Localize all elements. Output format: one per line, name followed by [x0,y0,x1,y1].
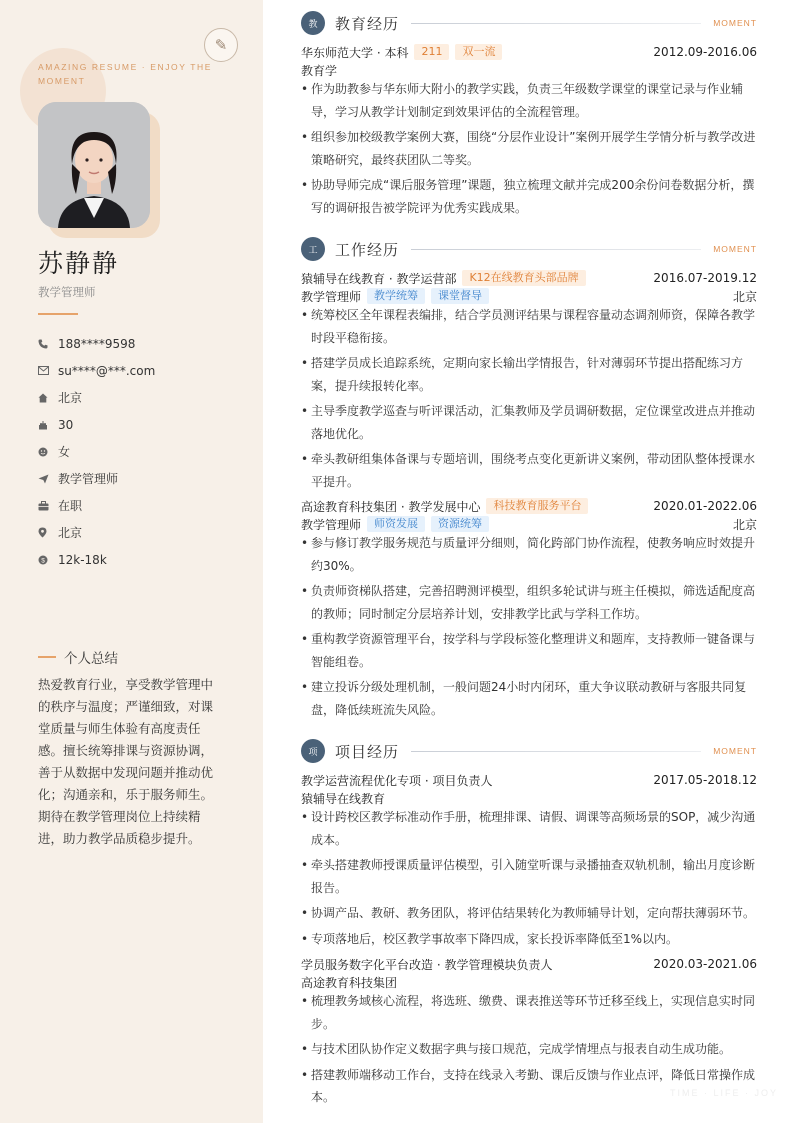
role-tag: 教学统筹 [367,288,425,304]
job-header [301,497,757,515]
briefcase-icon [38,501,58,511]
date-range: 2020.01-2022.06 [653,499,757,513]
role-tag: 师资发展 [367,516,425,532]
company-tag: K12在线教育头部品牌 [462,270,585,286]
list-item: • 梳理教务域核心流程，将选班、缴费、课表推送等环节迁移至线上，实现信息实时同步。 [301,990,757,1035]
summary-text: 热爱教育行业，享受教学管理中的秩序与温度；严谨细致，对课堂质量与师生体验有高度责任感。擅长统筹排课与资源协调，善于从数据中发现问题并推动优化；沟通亲和，乐于服务师生。期待在教学管理岗位上持续精进，助力教学品质稳步提升。 [38,677,214,846]
list-item: • 设计跨校区教学标准动作手册，梳理排课、请假、调课等高频场景的SOP，减少沟通成本。 [301,806,757,851]
heading-bar [38,656,56,658]
school-tag: 双一流 [455,44,502,60]
section-projects-header [301,739,757,763]
list-item: • 协调产品、教研、教务团队，将评估结果转化为教师辅导计划，定向帮扶薄弱环节。 [301,902,757,925]
summary-title: 个人总结 [64,651,118,667]
project-header [301,771,757,789]
list-item: • 建立投诉分级处理机制，一般问题24小时内闭环，重大争议联动教研与客服共同复盘，降低续班流失风险。 [301,676,757,721]
sidebar [0,0,263,1123]
list-item: • 与技术团队协作定义数据字典与接口规范，完成学情埋点与报表自动生成功能。 [301,1038,757,1061]
company-tag: 科技教育服务平台 [486,498,588,514]
contact-value: 30 [58,417,74,432]
list-item: • 牵头搭建教师授课质量评估模型，引入随堂听课与录播抽查双轨机制，输出月度诊断报告。 [301,854,757,899]
section-work-header [301,237,757,261]
project-org-row [301,789,757,807]
date-range: 2016.07-2019.12 [653,271,757,285]
company-name: 高途教育科技集团 · 教学发展中心 [301,499,481,514]
contact-value: su****@***.com [58,363,156,378]
education-icon: 教 [301,11,325,35]
list-item: • 组织参加校级教学案例大赛，围绕“分层作业设计”案例开展学生学情分析与教学改进策略研究，最终获团队二等奖。 [301,126,757,171]
list-item: • 搭建教师端移动工作台，支持在线录入考勤、课后反馈与作业点评，降低日常操作成本。 [301,1064,757,1109]
contact-email [38,357,248,384]
contact-value: 在职 [58,499,83,513]
slogan: AMAZING RESUME · ENJOY THE MOMENT [38,62,212,86]
project-header [301,955,757,973]
job-city: 北京 [732,517,757,532]
education-bullets [301,78,757,222]
project-org: 猿辅导在线教育 [301,791,386,806]
role-name: 教学管理师 [301,517,362,532]
contact-list [38,330,248,573]
job-role-row [301,515,757,533]
work-icon: 工 [301,237,325,261]
project-name: 教学运营流程优化专项 · 项目负责人 [301,773,493,788]
major [301,61,757,79]
date-range: 2012.09-2016.06 [653,45,757,59]
major-name: 教育学 [301,63,338,78]
project-name: 学员服务数字化平台改造 · 教学管理模块负责人 [301,957,553,972]
section-rule [411,23,701,24]
role-tag: 课堂督导 [431,288,489,304]
contact-phone [38,330,248,357]
contact-value: 教学管理师 [58,472,119,486]
contact-position [38,465,248,492]
contact-value: 12k-18k [58,552,107,567]
section-education-header [301,11,757,35]
school-name: 华东师范大学 · 本科 [301,45,409,60]
phone-icon [38,339,58,349]
job-title: 教学管理师 [38,285,96,299]
svg-text:$: $ [41,556,45,564]
job-bullets [301,304,757,496]
section-tag: MOMENT [713,18,757,28]
project-org: 高途教育科技集团 [301,975,398,990]
section-tag: MOMENT [713,244,757,254]
section-title: 教育经历 [335,14,400,33]
list-item: • 专项落地后，校区教学事故率下降四成，家长投诉率降低至1%以内。 [301,928,757,951]
job-city: 北京 [732,289,757,304]
list-item: • 重构教学资源管理平台，按学科与学段标签化整理讲义和题库，支持教师一键备课与智能组卷。 [301,628,757,673]
contact-home [38,384,248,411]
section-title: 工作经历 [335,240,400,259]
role-name: 教学管理师 [301,289,362,304]
school-tag: 211 [414,44,449,60]
section-title: 项目经历 [335,742,400,761]
project-bullets [301,806,757,953]
role-tag: 资源统筹 [431,516,489,532]
contact-value: 北京 [58,526,83,540]
contact-value: 北京 [58,391,83,405]
salary-icon [38,555,58,565]
location-icon [38,527,58,538]
cake-icon [38,420,58,430]
contact-value: 188****9598 [58,336,136,351]
date-range: 2020.03-2021.06 [653,957,757,971]
date-range: 2017.05-2018.12 [653,773,757,787]
watermark: TIME · LIFE · JOY [670,1088,779,1098]
send-icon [38,474,58,484]
job-header [301,269,757,287]
project-org-row [301,973,757,991]
job-role-row [301,287,757,305]
contact-gender [38,438,248,465]
section-rule [411,249,701,250]
pen-icon: ✎ [204,28,238,62]
list-item: • 主导季度教学巡查与听评课活动，汇集教师及学员调研数据，定位课堂改进点并推动落地优化。 [301,400,757,445]
list-item: • 负责师资梯队搭建，完善招聘测评模型，组织多轮试讲与班主任模拟，筛选适配度高的教师；同时制定分层培养计划，安排教学比武与学科工作坊。 [301,580,757,625]
company-name: 猿辅导在线教育 · 教学运营部 [301,271,457,286]
gender-icon [38,447,58,457]
project-icon: 项 [301,739,325,763]
contact-age [38,411,248,438]
divider [38,313,78,315]
home-icon [38,393,58,403]
education-entry-header [301,43,757,61]
section-rule [411,751,701,752]
contact-location [38,519,248,546]
list-item: • 牵头教研组集体备课与专题培训，围绕考点变化更新讲义案例，带动团队整体授课水平提升。 [301,448,757,493]
list-item: • 参与修订教学服务规范与质量评分细则，简化跨部门协作流程，使教务响应时效提升约30%。 [301,532,757,577]
mail-icon [38,366,58,375]
list-item: • 统筹校区全年课程表编排，结合学员测评结果与课程容量动态调剂师资，保障各教学时段平稳衔接。 [301,304,757,349]
section-tag: MOMENT [713,746,757,756]
contact-salary [38,546,248,573]
list-item: • 搭建学员成长追踪系统，定期向家长输出学情报告，针对薄弱环节提出搭配练习方案，提升续报转化率。 [301,352,757,397]
profile-photo [38,102,150,228]
person-name: 苏静静 [38,249,120,278]
summary-heading [38,647,118,667]
list-item: • 作为助教参与华东师大附小的教学实践，负责三年级数学课堂的课堂记录与作业辅导，学习从教学计划制定到效果评估的全流程管理。 [301,78,757,123]
list-item: • 协助导师完成“课后服务管理”课题，独立梳理文献并完成200余份问卷数据分析，撰写的调研报告被学院评为优秀实践成果。 [301,174,757,219]
job-bullets [301,532,757,724]
contact-value: 女 [58,445,71,459]
contact-status [38,492,248,519]
